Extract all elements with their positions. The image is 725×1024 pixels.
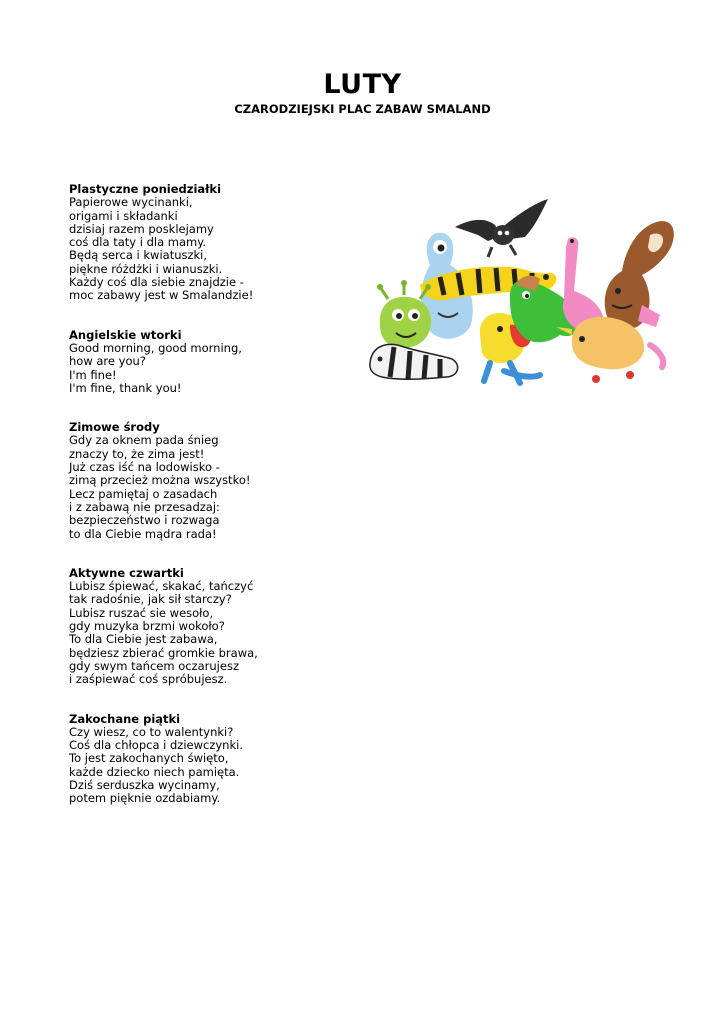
- poem-line: Lecz pamiętaj o zasadach: [69, 486, 218, 501]
- poem-block: [69, 183, 369, 303]
- poem-line: to dla Ciebie mądra rada!: [69, 526, 217, 541]
- poem-line: dzisiaj razem posklejamy: [69, 221, 214, 236]
- poem-line: i zaśpiewać coś spróbujesz.: [69, 672, 228, 687]
- poem-line: znaczy to, że zima jest!: [69, 446, 205, 461]
- poem-heading: Plastyczne poniedziałki: [69, 182, 222, 196]
- poem-line: To dla Ciebie jest zabawa,: [69, 632, 218, 647]
- poem-line: Coś dla chłopca i dziewczynki.: [69, 738, 243, 753]
- poem-line: Czy wiesz, co to walentynki?: [69, 724, 234, 739]
- poem-line: Lubisz ruszać sie wesoło,: [69, 605, 214, 620]
- poem-line: coś dla taty i dla mamy.: [69, 235, 207, 250]
- blue-legs-icon: [504, 371, 540, 377]
- brown-rabbit-toy-icon: [605, 221, 674, 329]
- poem-line: piękne różdżki i wianuszki.: [69, 261, 223, 276]
- poem-block: [69, 329, 369, 395]
- poem-block: [69, 421, 369, 541]
- poem-heading: Zimowe środy: [69, 420, 160, 435]
- bat-toy-icon: [455, 199, 548, 257]
- poem-line: i z zabawą nie przesadzaj:: [69, 499, 220, 514]
- poem-line: potem pięknie ozdabiamy.: [69, 791, 221, 806]
- poem-heading: Angielskie wtorki: [69, 327, 182, 342]
- poem-block: [69, 713, 369, 806]
- poem-line: Już czas iść na lodowisko -: [69, 460, 220, 475]
- poem-line: zimą przecież można wszystko!: [69, 473, 251, 488]
- poem-line: będziesz zbierać gromkie brawa,: [69, 645, 258, 660]
- poems-column: [69, 183, 369, 806]
- poem-line: Good morning, good morning,: [69, 340, 242, 355]
- poem-line: gdy swym tańcem oczarujesz: [69, 658, 239, 673]
- poem-line: I'm fine, thank you!: [69, 380, 182, 395]
- poem-line: To jest zakochanych święto,: [69, 751, 229, 766]
- poem-line: Każdy coś dla siebie znajdzie -: [69, 275, 244, 290]
- poem-heading: Zakochane piątki: [69, 711, 181, 726]
- poem-line: każde dziecko niech pamięta.: [69, 764, 240, 779]
- soft-toys-illustration: [360, 195, 690, 395]
- poem-line: Papierowe wycinanki,: [69, 195, 193, 210]
- poem-line: Gdy za oknem pada śnieg: [69, 433, 219, 448]
- poem-line: how are you?: [69, 354, 146, 369]
- pink-leg-icon: [650, 345, 663, 367]
- page-title: LUTY: [323, 69, 402, 100]
- page-subtitle: CZARODZIEJSKI PLAC ZABAW SMALAND: [234, 102, 491, 116]
- poem-line: I'm fine!: [69, 367, 117, 382]
- poem-line: bezpieczeństwo i rozwaga: [69, 513, 220, 528]
- poem-heading: Aktywne czwartki: [69, 565, 184, 580]
- poem-line: Lubisz śpiewać, skakać, tańczyć: [69, 579, 254, 594]
- poem-line: Dziś serduszka wycinamy,: [69, 777, 220, 792]
- poem-line: moc zabawy jest w Smalandzie!: [69, 288, 254, 303]
- poem-block: [69, 567, 369, 687]
- poem-line: tak radośnie, jak sił starczy?: [69, 592, 232, 607]
- poem-line: gdy muzyka brzmi wokoło?: [69, 619, 225, 634]
- poem-line: origami i składanki: [69, 208, 178, 223]
- zebra-toy-icon: [370, 344, 458, 379]
- page-header: [0, 70, 725, 117]
- poem-line: Będą serca i kwiatuszki,: [69, 248, 208, 263]
